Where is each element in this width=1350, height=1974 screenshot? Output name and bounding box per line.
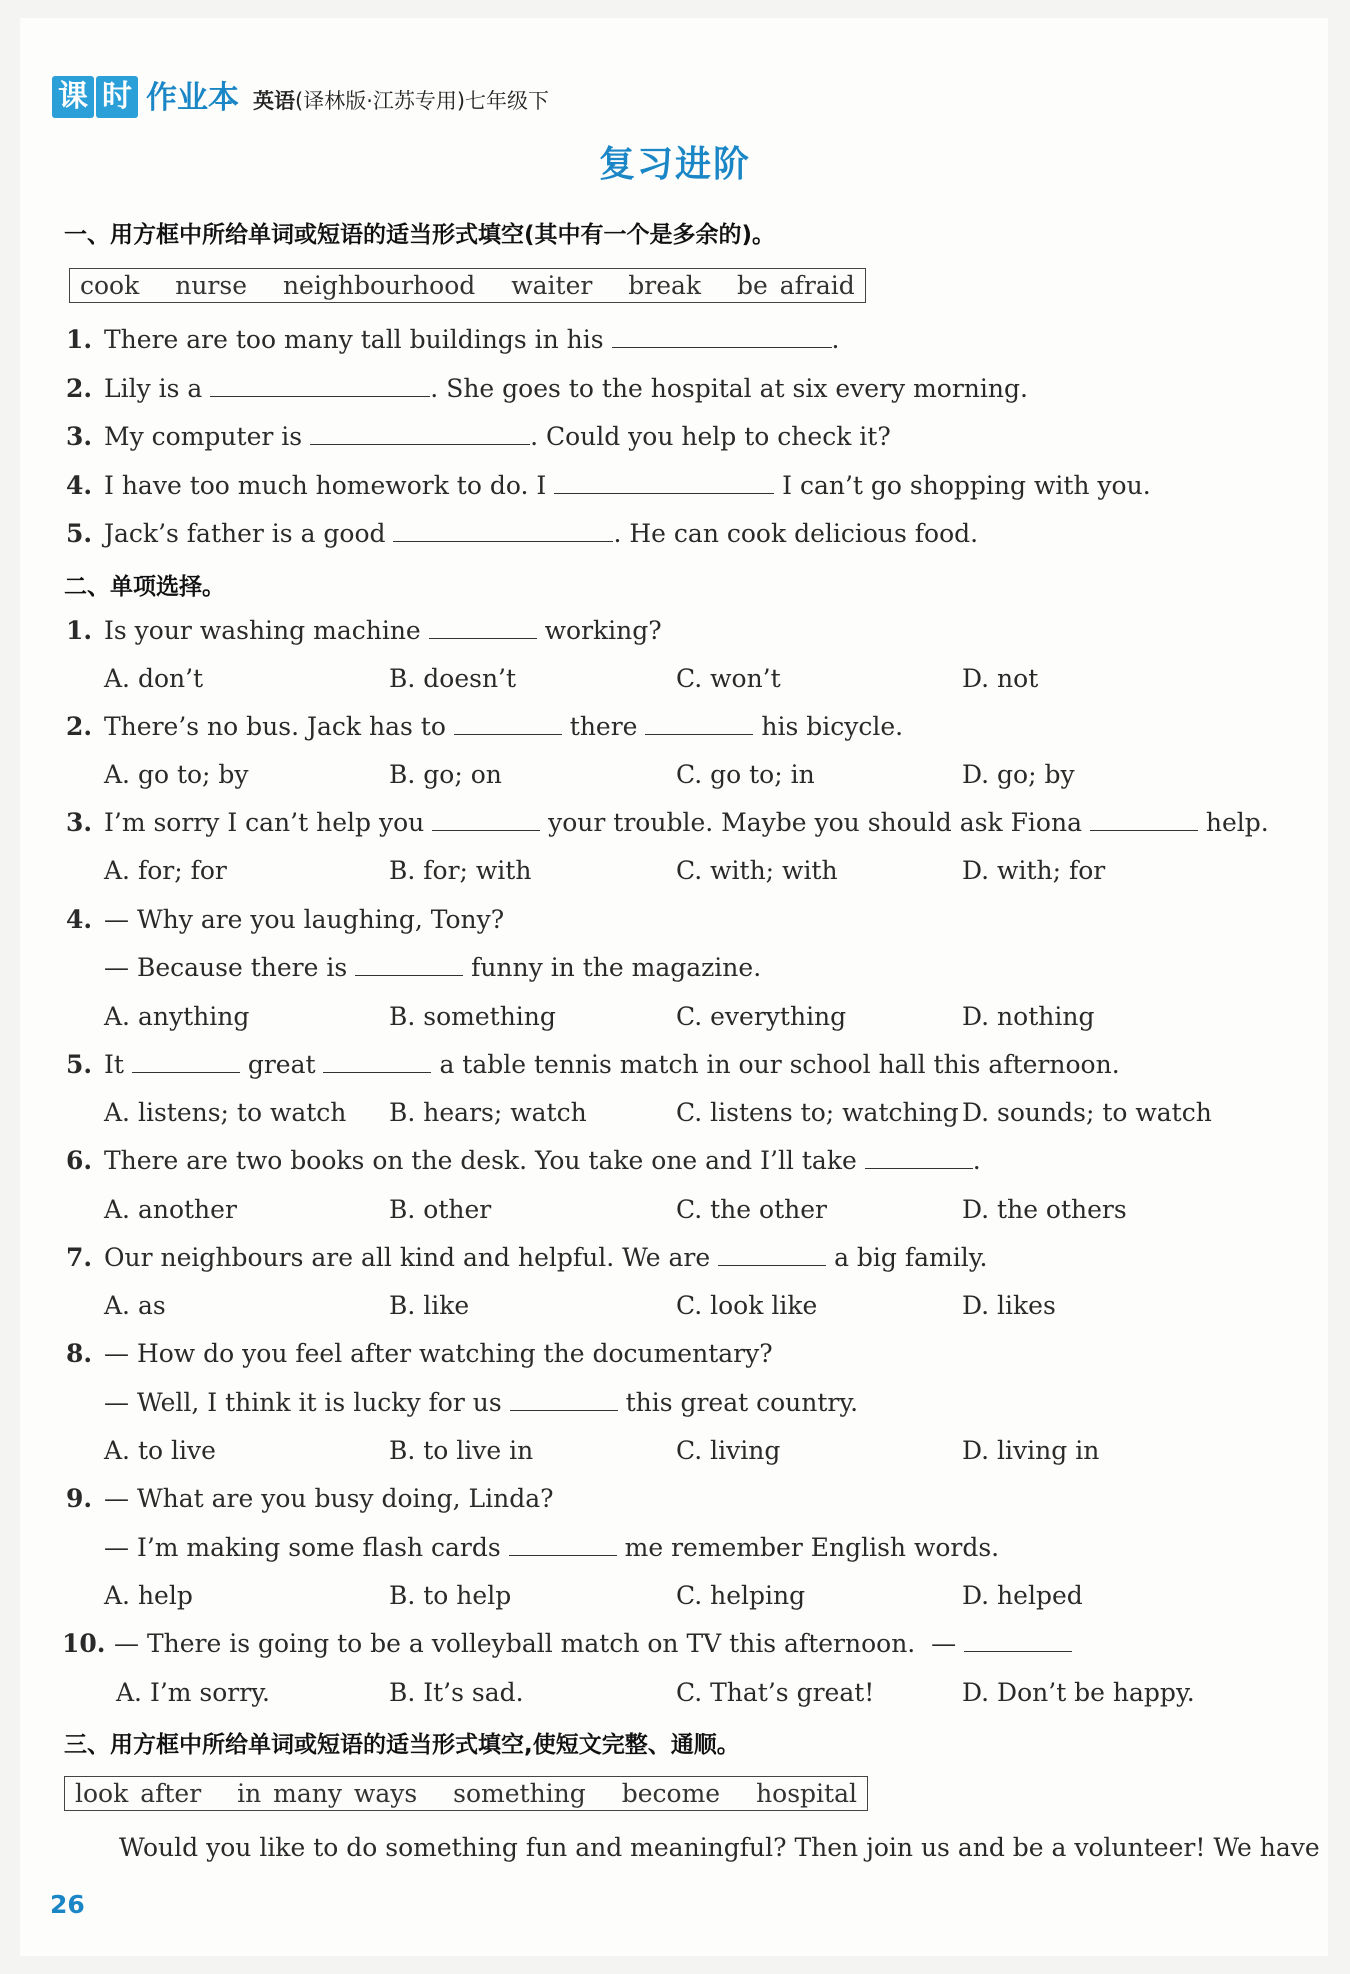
option-b[interactable]: B. doesn’t: [389, 664, 517, 693]
option-d[interactable]: D. sounds; to watch: [962, 1098, 1212, 1127]
fill-item: 4. I have too much homework to do. I I can’t go shopping with you.: [66, 471, 1151, 500]
section-3-heading: 三、用方框中所给单词或短语的适当形式填空,使短文完整、通顺。: [64, 1732, 740, 1758]
book-info: (译林版·江苏专用)七年级下: [295, 89, 550, 113]
option-c[interactable]: C. go to; in: [676, 760, 815, 789]
option-a[interactable]: A. listens; to watch: [104, 1098, 347, 1127]
option-d[interactable]: D. living in: [962, 1436, 1100, 1465]
word: something: [453, 1779, 586, 1808]
option-a[interactable]: A. for; for: [104, 856, 227, 885]
question-8-line-2: — Well, I think it is lucky for us this great country.: [104, 1388, 859, 1417]
question-10: 10. — There is going to be a volleyball match on TV this afternoon. —: [62, 1629, 1072, 1658]
logo-char: 时: [96, 76, 138, 118]
question-2: 2. There’s no bus. Jack has to there his bicycle.: [66, 712, 904, 741]
option-a[interactable]: A. another: [104, 1195, 237, 1224]
word-box-3: [64, 1776, 868, 1811]
option-b[interactable]: B. other: [389, 1195, 492, 1224]
option-d[interactable]: D. the others: [962, 1195, 1127, 1224]
answer-blank[interactable]: [718, 1243, 826, 1266]
answer-blank[interactable]: [510, 1388, 618, 1411]
book-title: [253, 84, 549, 118]
word: neighbourhood: [282, 271, 476, 300]
option-b[interactable]: B. for; with: [389, 856, 532, 885]
question-6: 6. There are two books on the desk. You take one and I’ll take .: [66, 1146, 981, 1175]
option-a[interactable]: A. as: [104, 1291, 166, 1320]
answer-blank[interactable]: [393, 519, 613, 542]
question-7: 7. Our neighbours are all kind and helpful. We are a big family.: [66, 1243, 988, 1272]
option-c[interactable]: C. look like: [676, 1291, 818, 1320]
option-b[interactable]: B. something: [389, 1002, 556, 1031]
word: become: [621, 1779, 721, 1808]
answer-blank[interactable]: [429, 616, 537, 639]
section-2-heading: 二、单项选择。: [64, 574, 225, 600]
option-d[interactable]: D. with; for: [962, 856, 1106, 885]
option-d[interactable]: D. helped: [962, 1581, 1083, 1610]
question-4-line-2: — Because there is funny in the magazine.: [104, 953, 762, 982]
answer-blank[interactable]: [554, 471, 774, 494]
option-b[interactable]: B. to help: [389, 1581, 512, 1610]
page: [20, 18, 1328, 1956]
option-a[interactable]: A. anything: [104, 1002, 250, 1031]
answer-blank[interactable]: [210, 374, 430, 397]
option-c[interactable]: C. living: [676, 1436, 781, 1465]
word: nurse: [175, 271, 247, 300]
question-4: 4. — Why are you laughing, Tony?: [66, 905, 505, 934]
option-b[interactable]: B. It’s sad.: [389, 1678, 524, 1707]
option-c[interactable]: C. That’s great!: [676, 1678, 875, 1707]
answer-blank[interactable]: [964, 1629, 1072, 1652]
word-box-1: [69, 268, 866, 303]
answer-blank[interactable]: [865, 1146, 973, 1169]
fill-item: 1. There are too many tall buildings in his .: [66, 325, 840, 354]
question-9-line-2: — I’m making some flash cards me remember English words.: [104, 1533, 1000, 1562]
word: waiter: [511, 271, 593, 300]
answer-blank[interactable]: [323, 1050, 431, 1073]
option-a[interactable]: A. don’t: [104, 664, 204, 693]
brand-logo: [52, 76, 140, 118]
option-c[interactable]: C. won’t: [676, 664, 781, 693]
option-d[interactable]: D. likes: [962, 1291, 1056, 1320]
section-1-heading: 一、用方框中所给单词或短语的适当形式填空(其中有一个是多余的)。: [64, 222, 776, 248]
question-5: 5. It great a table tennis match in our school hall this afternoon.: [66, 1050, 1120, 1079]
option-b[interactable]: B. hears; watch: [389, 1098, 587, 1127]
option-b[interactable]: B. go; on: [389, 760, 502, 789]
option-c[interactable]: C. the other: [676, 1195, 827, 1224]
page-title: 复习进阶: [598, 144, 751, 185]
option-d[interactable]: D. not: [962, 664, 1039, 693]
answer-blank[interactable]: [355, 953, 463, 976]
question-3: 3. I’m sorry I can’t help you your trouble. Maybe you should ask Fiona help.: [66, 808, 1269, 837]
option-d[interactable]: D. go; by: [962, 760, 1075, 789]
option-b[interactable]: B. like: [389, 1291, 470, 1320]
option-a[interactable]: A. help: [104, 1581, 193, 1610]
word: cook: [80, 271, 140, 300]
word: be afraid: [737, 271, 855, 300]
subject: 英语: [253, 89, 295, 113]
answer-blank[interactable]: [310, 422, 530, 445]
word: break: [628, 271, 702, 300]
option-d[interactable]: D. nothing: [962, 1002, 1095, 1031]
answer-blank[interactable]: [645, 712, 753, 735]
word: hospital: [756, 1779, 857, 1808]
book-header: [52, 58, 549, 118]
word: in many ways: [237, 1779, 418, 1808]
page-number: 26: [50, 1890, 85, 1919]
option-c[interactable]: C. helping: [676, 1581, 806, 1610]
question-1: 1. Is your washing machine working?: [66, 616, 662, 645]
answer-blank[interactable]: [612, 325, 832, 348]
answer-blank[interactable]: [1090, 808, 1198, 831]
answer-blank[interactable]: [509, 1533, 617, 1556]
answer-blank[interactable]: [132, 1050, 240, 1073]
fill-item: 3. My computer is . Could you help to check it?: [66, 422, 891, 451]
option-a[interactable]: A. go to; by: [104, 760, 249, 789]
question-8: 8. — How do you feel after watching the documentary?: [66, 1339, 773, 1368]
question-9: 9. — What are you busy doing, Linda?: [66, 1484, 554, 1513]
logo-char: 课: [52, 76, 94, 118]
logo-text: 作业本: [146, 80, 239, 116]
option-c[interactable]: C. everything: [676, 1002, 847, 1031]
answer-blank[interactable]: [432, 808, 540, 831]
option-d[interactable]: D. Don’t be happy.: [962, 1678, 1195, 1707]
fill-item: 2. Lily is a . She goes to the hospital at six every morning.: [66, 374, 1028, 403]
fill-item: 5. Jack’s father is a good . He can cook delicious food.: [66, 519, 979, 548]
option-a[interactable]: A. I’m sorry.: [116, 1678, 270, 1707]
option-b[interactable]: B. to live in: [389, 1436, 534, 1465]
answer-blank[interactable]: [454, 712, 562, 735]
option-c[interactable]: C. listens to; watching: [676, 1098, 959, 1127]
passage-text: Would you like to do something fun and meaningful? Then join us and be a volunteer! We have: [119, 1833, 1320, 1862]
option-c[interactable]: C. with; with: [676, 856, 838, 885]
word: look after: [75, 1779, 202, 1808]
option-a[interactable]: A. to live: [104, 1436, 216, 1465]
